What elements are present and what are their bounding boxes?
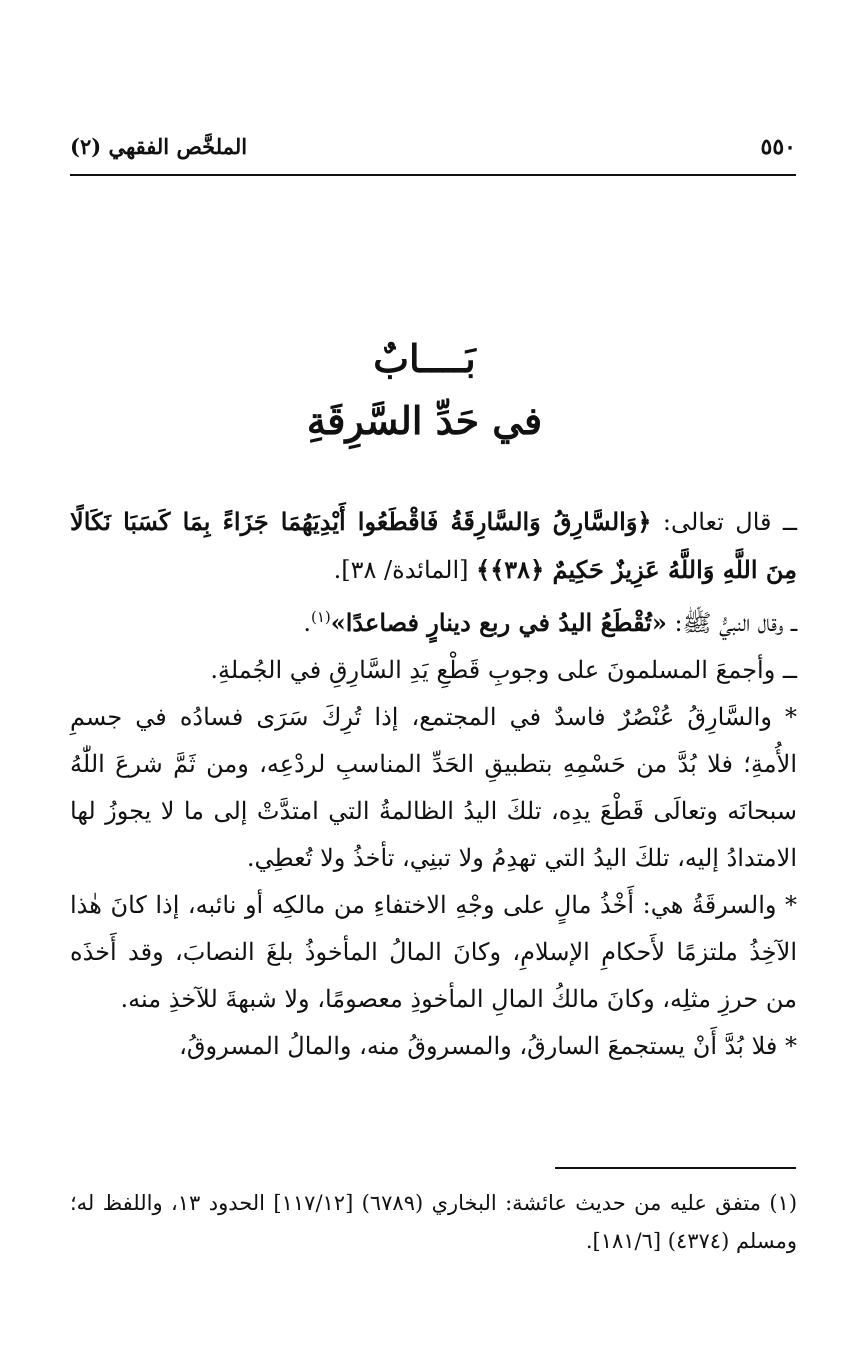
paragraph-quran-verse	[70, 498, 797, 594]
verse-intro: ــ قال تعالى:	[651, 508, 797, 536]
footnote-marker: (١)	[310, 608, 331, 626]
page-header	[70, 128, 796, 174]
hadith-intro: ــ وقال النبيُّ ﷺ:	[666, 609, 797, 637]
footnotes	[70, 1184, 797, 1260]
footnote-1: (١) متفق عليه من حديث عائشة: البخاري (٦٧٨٩) [١١٧/١٢] الحدود ١٣، واللفظ له؛ ومسلم (٤٣٧٤) [١٨١/٦].	[70, 1191, 798, 1253]
paragraph-theft-definition: * والسرقَةُ هي: أَخْذُ مالٍ على وجْهِ الاختفاءِ من مالكِه أو نائبه، إذا كانَ هٰذا الآخِذُ ملتزمًا لأَحكامِ الإسلامِ، وكانَ المالُ المأخوذُ بلغَ النصابَ، وقد أَخذَه من حرزِ مثلِه، وكانَ مالكُ المالِ المأخوذِ معصومًا، ولا شبهةَ للآخذِ منه.	[70, 891, 798, 1013]
running-title: الملخَّص الفقهي (٢)	[70, 134, 248, 159]
paragraph-hadith	[70, 594, 797, 647]
header-rule	[70, 174, 796, 176]
body-text	[70, 498, 797, 1070]
hadith-end: .	[303, 609, 311, 637]
paragraph-consensus: ــ وأجمعَ المسلمونَ على وجوبِ قَطْعِ يَدِ السَّارِقِ في الجُملةِ.	[210, 656, 797, 684]
paragraph-thief: * والسَّارِقُ عُنْصُرٌ فاسدٌ في المجتمع، إذا تُرِكَ سَرَى فسادُه في جسمِ الأُمةِ؛ فلا بُدَّ من حَسْمِهِ بتطبيقِ الحَدِّ المناسبِ لردْعِه، ومن ثَمَّ شرعَ اللّٰهُ سبحانَه وتعالَى قَطْعَ يدِه، تلكَ اليدُ الظالمةُ التي امتدَّتْ إلى ما لا يجوزُ لها الامتدادُ إليه، تلكَ اليدُ التي تهدِمُ ولا تبنِي، تأخذُ ولا تُعطِي.	[70, 703, 797, 872]
hadith-text: «تُقْطَعُ اليدُ في ربع دينارٍ فصاعدًا»	[330, 608, 667, 637]
footnote-rule	[555, 1167, 796, 1169]
chapter-label: بَــــابٌ	[373, 336, 476, 381]
page-number: ٥٥٠	[760, 134, 796, 160]
verse-reference: [المائدة/ ٣٨].	[333, 556, 477, 584]
paragraph-conditions: * فلا بُدَّ أَنْ يستجمعَ السارقُ، والمسروقُ منه، والمالُ المسروقُ،	[179, 1032, 797, 1060]
quran-verse: ﴿وَالسَّارِقُ وَالسَّارِقَةُ فَاقْطَعُوا أَيْدِيَهُمَا جَزَاءً بِمَا كَسَبَا نَكَالًا مِنَ اللَّهِ وَاللَّهُ عَزِيزٌ حَكِيمٌ ﴿٣٨﴾﴾	[70, 507, 797, 584]
chapter-title: في حَدِّ السَّرِقَةِ	[306, 398, 543, 443]
